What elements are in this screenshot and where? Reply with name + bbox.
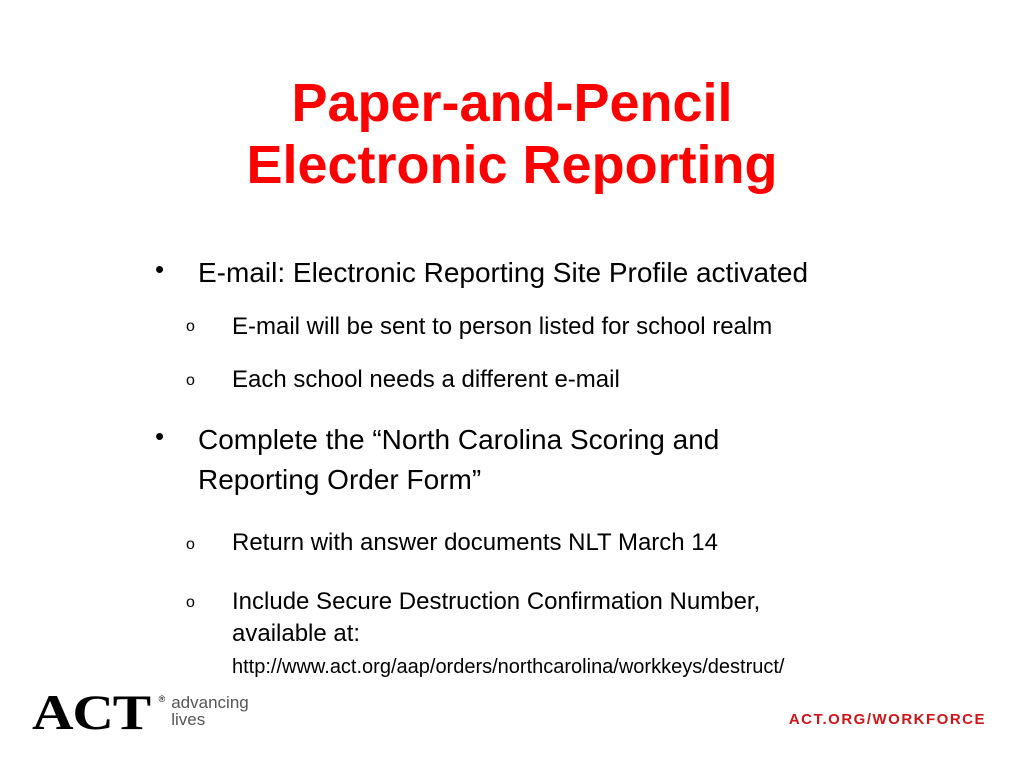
bullet-text-line-1: Complete the “North Carolina Scoring and [198,424,720,455]
sub-bullet-text [232,586,972,650]
bullet-marker: • [155,254,165,284]
bullet-text: E-mail: Electronic Reporting Site Profile activated [198,257,809,288]
sub-bullet-marker: o [186,536,195,553]
bullet-marker: • [155,421,165,451]
registered-mark: ® [158,694,166,704]
sub-bullet-text-line-2: available at: [232,620,361,647]
logo-tagline-line-1: advancing [171,693,249,712]
destruct-url-link[interactable]: http://www.act.org/aap/orders/northcarolina/workkeys/destruct/ [232,656,785,678]
slide-title-line-2: Electronic Reporting [246,135,778,195]
logo-tagline [171,694,249,728]
sub-bullet-text: Each school needs a different e-mail [232,366,620,393]
sub-bullet-marker: o [186,372,195,389]
logo-tagline-line-2: lives [171,710,206,729]
sub-bullet-text: E-mail will be sent to person listed for school realm [232,313,773,340]
sub-bullet-text: Return with answer documents NLT March 14 [232,529,718,556]
slide-title-line-1: Paper-and-Pencil [291,73,733,133]
sub-bullet-marker: o [186,318,195,335]
act-logo-wordmark: ACT [32,684,150,740]
act-logo [32,684,249,740]
bullet-text [198,420,958,500]
bullet-text-line-2: Reporting Order Form” [198,464,482,495]
sub-bullet-text-line-1: Include Secure Destruction Confirmation Number, [232,588,761,615]
slide-title [0,72,1024,196]
workforce-link[interactable]: ACT.ORG/WORKFORCE [788,711,986,728]
sub-bullet-marker: o [186,594,195,611]
